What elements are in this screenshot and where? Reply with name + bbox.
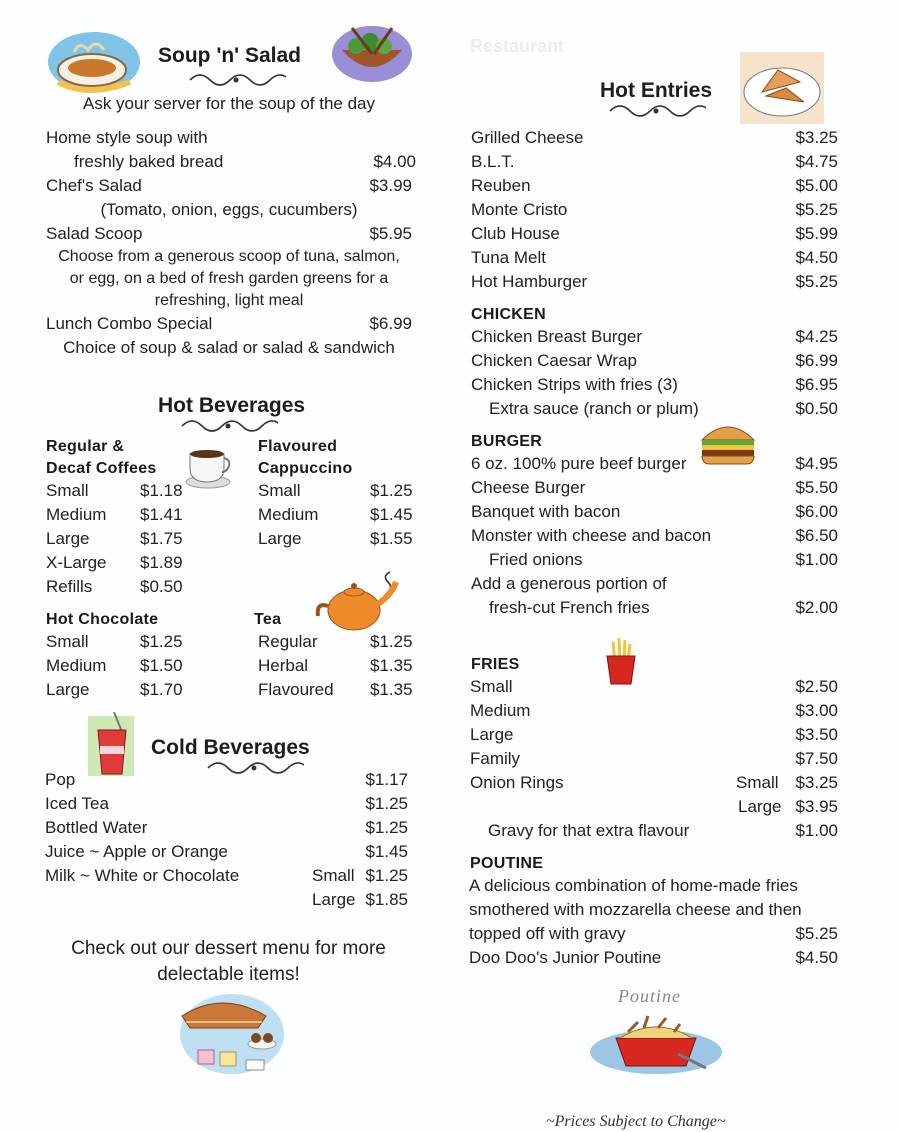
menu-item-price: $1.85 — [365, 890, 408, 909]
menu-item-name: Monster with cheese and bacon — [471, 526, 712, 545]
menu-item-name: Grilled Cheese — [471, 128, 584, 147]
size-price: $1.35 — [370, 680, 413, 699]
menu-item-price: $5.25 — [795, 924, 838, 943]
size-label: Medium — [258, 505, 319, 524]
regular-coffee-title: Decaf Coffees — [46, 460, 157, 477]
teapot-icon — [314, 566, 400, 636]
menu-item-price: $1.25 — [365, 818, 408, 837]
cold-beverages-title: Cold Beverages — [151, 736, 310, 759]
menu-item-price: $3.50 — [795, 725, 838, 744]
menu-item-name: Add a generous portion of — [471, 574, 667, 593]
menu-item-name: Chicken Caesar Wrap — [471, 351, 637, 370]
regular-coffee-title: Regular & — [46, 438, 125, 455]
menu-item-price: $6.00 — [795, 502, 838, 521]
menu-item-name: fresh-cut French fries — [489, 598, 650, 617]
menu-item-price: $4.50 — [795, 248, 838, 267]
menu-item-price: $6.50 — [795, 526, 838, 545]
menu-item-desc: (Tomato, onion, eggs, cucumbers) — [100, 200, 358, 219]
menu-item-price: $4.95 — [795, 454, 838, 473]
flourish-divider — [204, 758, 304, 778]
size-price: $1.45 — [370, 505, 413, 524]
menu-item-price: $6.99 — [795, 351, 838, 370]
size-label: Refills — [46, 577, 93, 596]
size-label: Large — [258, 529, 302, 548]
dessert-note: delectable items! — [157, 964, 300, 985]
poutine-logo-text: Poutine — [618, 986, 681, 1006]
size-label: Large — [46, 680, 90, 699]
menu-item-name: Iced Tea — [45, 794, 109, 813]
menu-item-name: Lunch Combo Special — [46, 314, 213, 333]
menu-item-name: Banquet with bacon — [471, 502, 621, 521]
menu-item-name: Bottled Water — [45, 818, 148, 837]
menu-item-price: $5.25 — [795, 200, 838, 219]
size-label: Medium — [46, 656, 107, 675]
soup-salad-title: Soup 'n' Salad — [158, 44, 302, 67]
menu-item-price: $6.95 — [795, 375, 838, 394]
menu-item-name: Reuben — [471, 176, 531, 195]
menu-item-price: $1.25 — [365, 794, 408, 813]
menu-item-desc: smothered with mozzarella cheese and then — [469, 900, 802, 919]
size-price: $1.55 — [370, 529, 413, 548]
menu-item-price: $4.25 — [795, 327, 838, 346]
menu-item-desc: Choice of soup & salad or salad & sandwich — [63, 338, 395, 357]
menu-item-desc: A delicious combination of home-made fries — [469, 876, 798, 895]
size-price: $1.41 — [140, 505, 183, 524]
soup-salad-subtitle: Ask your server for the soup of the day — [83, 94, 375, 113]
flourish-divider — [178, 416, 278, 436]
menu-item-price: $3.99 — [369, 176, 412, 195]
flourish-divider — [186, 70, 286, 90]
prices-note: ~Prices Subject to Change~ — [546, 1113, 726, 1130]
menu-item-name: Fried onions — [489, 550, 583, 569]
menu-item-name: Onion Rings — [470, 773, 564, 792]
menu-item-desc: topped off with gravy — [469, 924, 626, 943]
menu-item-name: Home style soup with — [46, 128, 208, 147]
size-label: Small — [46, 632, 89, 651]
size-label: Herbal — [258, 656, 309, 675]
menu-item-name: Pop — [45, 770, 76, 789]
burger-title: BURGER — [471, 433, 543, 450]
salad-bowl-icon — [330, 24, 414, 84]
menu-item-price: $4.75 — [795, 152, 838, 171]
size-price: $1.50 — [140, 656, 183, 675]
soda-cup-icon — [88, 712, 138, 780]
size-price: $1.75 — [140, 529, 183, 548]
menu-item-name: Small — [470, 677, 513, 696]
menu-item-price: $4.50 — [795, 948, 838, 967]
menu-item-name: Large — [470, 725, 514, 744]
menu-item-price: $3.95 — [795, 797, 838, 816]
menu-item-price: $1.00 — [795, 550, 838, 569]
cappuccino-title: Flavoured — [258, 438, 338, 455]
dessert-pie-icon — [176, 988, 294, 1078]
menu-item-name: Milk ~ White or Chocolate — [45, 866, 240, 885]
menu-item-name: Gravy for that extra flavour — [488, 821, 690, 840]
menu-item-desc: Choose from a generous scoop of tuna, salmon, — [58, 248, 400, 265]
burger-icon — [698, 418, 758, 466]
hot-beverages-title: Hot Beverages — [158, 394, 306, 417]
menu-item-price: $5.50 — [795, 478, 838, 497]
menu-item-name: Chicken Strips with fries (3) — [471, 375, 678, 394]
size-label: Regular — [258, 632, 318, 651]
hot-chocolate-title: Hot Chocolate — [46, 611, 159, 628]
menu-item-name: freshly baked bread — [74, 152, 224, 171]
menu-item-price: $4.00 — [373, 152, 416, 171]
menu-item-name: Club House — [471, 224, 560, 243]
size-label: X-Large — [46, 553, 107, 572]
menu-item-name: Tuna Melt — [471, 248, 546, 267]
size-label: Large — [312, 890, 356, 909]
menu-item-price: $5.25 — [795, 272, 838, 291]
cappuccino-title: Cappuccino — [258, 460, 353, 477]
menu-item-price: $5.99 — [795, 224, 838, 243]
menu-item-price: $1.00 — [795, 821, 838, 840]
size-price: $0.50 — [140, 577, 183, 596]
menu-item-name: Medium — [470, 701, 531, 720]
menu-item-name: Chef's Salad — [46, 176, 142, 195]
menu-item-name: Chicken Breast Burger — [471, 327, 643, 346]
menu-item-name: Juice ~ Apple or Orange — [45, 842, 228, 861]
soup-bowl-icon — [44, 22, 144, 94]
menu-item-price: $6.99 — [369, 314, 412, 333]
menu-item-name: Monte Cristo — [471, 200, 568, 219]
size-price: $1.25 — [140, 632, 183, 651]
menu-item-price: $1.17 — [365, 770, 408, 789]
dessert-note: Check out our dessert menu for more — [71, 938, 386, 959]
menu-item-name: Cheese Burger — [471, 478, 586, 497]
menu-item-desc: or egg, on a bed of fresh garden greens for a — [69, 270, 389, 287]
flourish-divider — [606, 101, 706, 121]
menu-item-name: Hot Hamburger — [471, 272, 588, 291]
coffee-cup-icon — [184, 444, 234, 490]
menu-item-name: Family — [470, 749, 521, 768]
size-label: Small — [312, 866, 355, 885]
menu-item-name: B.L.T. — [471, 152, 515, 171]
size-label: Small — [258, 481, 301, 500]
menu-item-price: $0.50 — [795, 399, 838, 418]
size-label: Large — [738, 797, 782, 816]
size-label: Large — [46, 529, 90, 548]
menu-item-price: $5.00 — [795, 176, 838, 195]
size-price: $1.25 — [370, 481, 413, 500]
size-label: Medium — [46, 505, 107, 524]
size-label: Small — [736, 773, 779, 792]
poutine-title: POUTINE — [470, 855, 544, 872]
tea-title: Tea — [254, 611, 282, 628]
fries-title: FRIES — [471, 656, 520, 673]
menu-item-name: Extra sauce (ranch or plum) — [489, 399, 699, 418]
sandwich-plate-icon — [740, 52, 824, 124]
size-label: Flavoured — [258, 680, 334, 699]
size-label: Small — [46, 481, 89, 500]
menu-item-name: Doo Doo's Junior Poutine — [469, 948, 662, 967]
poutine-dish-icon — [588, 1008, 724, 1078]
size-price: $1.70 — [140, 680, 183, 699]
menu-item-name: 6 oz. 100% pure beef burger — [471, 454, 687, 473]
size-price: $1.89 — [140, 553, 183, 572]
size-price: $1.35 — [370, 656, 413, 675]
fries-icon — [604, 638, 638, 686]
menu-item-price: $2.50 — [795, 677, 838, 696]
menu-item-price: $7.50 — [795, 749, 838, 768]
menu-item-desc: refreshing, light meal — [154, 292, 304, 309]
menu-item-price: $3.25 — [795, 773, 838, 792]
size-price: $1.25 — [370, 632, 413, 651]
hot-entries-title: Hot Entries — [600, 79, 713, 102]
menu-item-price: $3.25 — [795, 128, 838, 147]
menu-item-name: Salad Scoop — [46, 224, 143, 243]
menu-item-price: $5.95 — [369, 224, 412, 243]
watermark: Restaurant — [470, 36, 565, 56]
menu-item-price: $1.45 — [365, 842, 408, 861]
menu-item-price: $2.00 — [795, 598, 838, 617]
size-price: $1.18 — [140, 481, 183, 500]
menu-item-price: $3.00 — [795, 701, 838, 720]
chicken-title: CHICKEN — [471, 306, 546, 323]
menu-item-price: $1.25 — [365, 866, 408, 885]
